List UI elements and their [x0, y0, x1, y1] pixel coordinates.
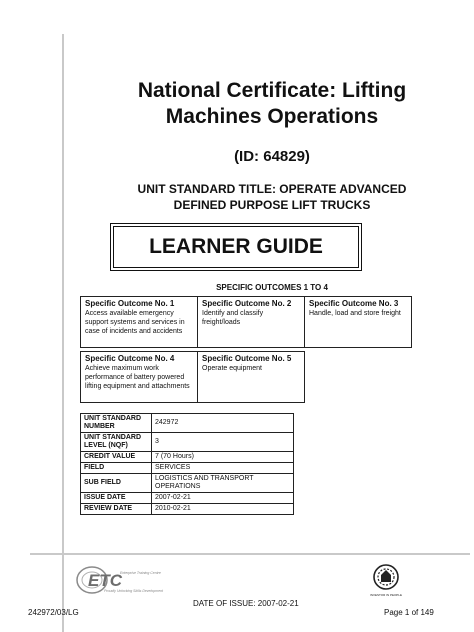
logo-text: ETC: [88, 571, 122, 590]
document-code: 242972/03/LG: [28, 608, 79, 617]
unit-title-line-1: UNIT STANDARD TITLE: OPERATE ADVANCED: [137, 182, 407, 196]
iip-text: INVESTOR IN PEOPLE: [370, 593, 402, 597]
outcome-title: Specific Outcome No. 5: [202, 354, 292, 363]
row-value: LOGISTICS AND TRANSPORT OPERATIONS: [152, 474, 294, 493]
etc-logo: [74, 564, 182, 598]
table-row: [81, 433, 294, 452]
specific-outcome-4: [80, 351, 198, 403]
specific-outcome-5: [197, 351, 305, 403]
outcome-description: Access available emergency support systems and services in case of incidents and accidents: [85, 310, 185, 335]
specific-outcome-1: [80, 296, 198, 348]
outcome-title: Specific Outcome No. 2: [202, 299, 292, 308]
table-row: [81, 463, 294, 474]
qualification-id: (ID: 64829): [234, 148, 310, 165]
footer-rule: [30, 553, 470, 555]
row-value: 2007-02-21: [152, 493, 294, 504]
date-of-issue: DATE OF ISSUE: 2007-02-21: [193, 599, 299, 608]
page-number: Page 1 of 149: [384, 608, 434, 617]
outcome-description: Operate equipment: [202, 365, 262, 372]
title-line-1: National Certificate: Lifting: [137, 79, 407, 102]
table-row: [81, 493, 294, 504]
table-row: [81, 414, 294, 433]
document-title: [70, 78, 474, 130]
row-label: CREDIT VALUE: [81, 452, 152, 463]
row-value: SERVICES: [152, 463, 294, 474]
specific-outcomes-heading: SPECIFIC OUTCOMES 1 TO 4: [216, 283, 328, 292]
table-row: [81, 504, 294, 515]
table-row: [81, 474, 294, 493]
learner-guide-label: LEARNER GUIDE: [149, 235, 323, 258]
outcome-description: Identify and classify freight/loads: [202, 310, 264, 326]
investor-in-people-seal: [370, 562, 402, 602]
title-line-2: Machines Operations: [165, 105, 379, 128]
unit-standard-info-table: [80, 413, 294, 515]
specific-outcome-3: [304, 296, 412, 348]
row-label: ISSUE DATE: [81, 493, 152, 504]
table-row: [81, 452, 294, 463]
row-value: 7 (70 Hours): [152, 452, 294, 463]
row-value: 2010-02-21: [152, 504, 294, 515]
outcome-description: Achieve maximum work performance of battery powered lifting equipment and attachments: [85, 365, 190, 390]
row-label: FIELD: [81, 463, 152, 474]
logo-tagline: Proudly Unlocking Skills Development: [104, 589, 163, 593]
row-label: UNIT STANDARD LEVEL (NQF): [81, 433, 152, 452]
learner-guide-box: [113, 226, 359, 268]
outcome-description: Handle, load and store freight: [309, 310, 401, 317]
row-label: SUB FIELD: [81, 474, 152, 493]
unit-standard-title: [70, 181, 474, 213]
outcome-title: Specific Outcome No. 3: [309, 299, 399, 308]
row-value: 242972: [152, 414, 294, 433]
outcome-title: Specific Outcome No. 4: [85, 354, 175, 363]
row-label: REVIEW DATE: [81, 504, 152, 515]
row-label: UNIT STANDARD NUMBER: [81, 414, 152, 433]
unit-title-line-2: DEFINED PURPOSE LIFT TRUCKS: [173, 198, 371, 212]
logo-small-text: Enterprise Training Centre: [120, 571, 161, 575]
left-margin-rule: [62, 34, 64, 632]
row-value: 3: [152, 433, 294, 452]
specific-outcome-2: [197, 296, 305, 348]
outcome-title: Specific Outcome No. 1: [85, 299, 175, 308]
